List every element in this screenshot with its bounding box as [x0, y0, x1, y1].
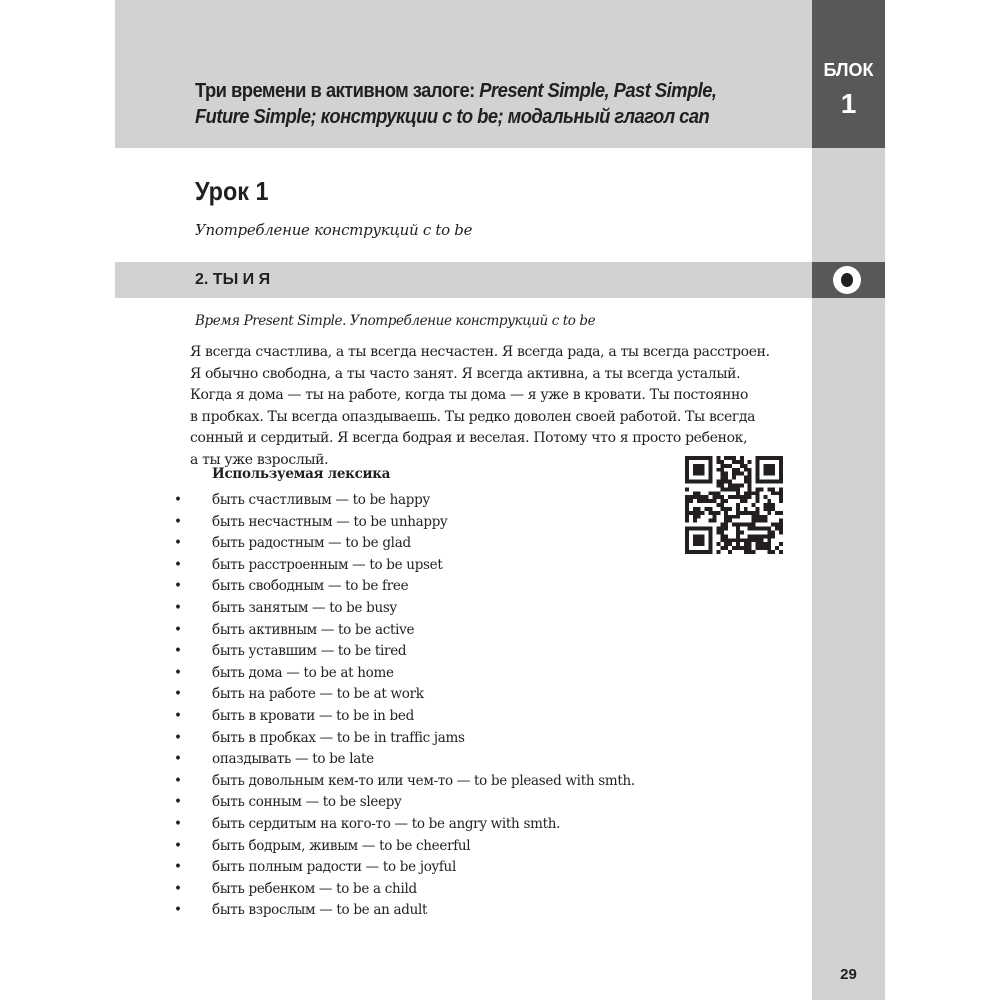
page-number: 29	[840, 966, 857, 983]
lesson-title: Урок 1	[195, 176, 269, 206]
vocab-item: • быть радостным — to be glad	[172, 533, 635, 555]
exercise-text	[190, 342, 790, 471]
block-number: 1	[840, 88, 857, 119]
chapter-title-plain: Три времени в активном залоге:	[195, 80, 480, 102]
chapter-title	[195, 78, 716, 130]
vocab-item: • быть в пробках — to be in traffic jams	[172, 728, 635, 750]
text-line: Я обычно свободна, а ты часто занят. Я всегда активна, а ты всегда усталый.	[190, 365, 741, 382]
vocab-item: • быть уставшим — to be tired	[172, 641, 635, 663]
audio-marker-icon	[833, 266, 861, 294]
text-line: а ты уже взрослый.	[190, 451, 329, 468]
side-strip	[812, 0, 885, 1000]
vocab-item: • быть занятым — to be busy	[172, 598, 635, 620]
vocab-list	[172, 490, 635, 922]
block-label: БЛОК	[823, 60, 874, 80]
lesson-subtitle: Употребление конструкций с to be	[195, 221, 473, 239]
vocab-item: • быть активным — to be active	[172, 620, 635, 642]
vocab-item: • опаздывать — to be late	[172, 749, 635, 771]
vocab-item: • быть ребенком — to be a child	[172, 879, 635, 901]
chapter-title-italic-1: Present Simple, Past Simple,	[479, 80, 717, 102]
vocab-item: • быть сердитым на кого-то — to be angry with smth.	[172, 814, 635, 836]
vocab-item: • быть на работе — to be at work	[172, 684, 635, 706]
block-tab	[812, 0, 885, 148]
vocab-item: • быть дома — to be at home	[172, 663, 635, 685]
text-line: Когда я дома — ты на работе, когда ты дома — я уже в кровати. Ты постоянно	[190, 387, 749, 403]
vocab-heading: Используемая лексика	[212, 466, 391, 482]
vocab-item: • быть несчастным — to be unhappy	[172, 512, 635, 534]
text-line: сонный и сердитый. Я всегда бодрая и веселая. Потому что я просто ребенок,	[190, 430, 748, 446]
chapter-title-italic-2: Future Simple; конструкции с to be; модальный глагол can	[195, 106, 710, 128]
section-marker	[812, 262, 885, 298]
text-line: в пробках. Ты всегда опаздываешь. Ты редко доволен своей работой. Ты всегда	[190, 408, 756, 425]
qr-code[interactable]	[685, 456, 783, 554]
vocab-item: • быть расстроенным — to be upset	[172, 555, 635, 577]
vocab-item: • быть взрослым — to be an adult	[172, 900, 635, 922]
vocab-item: • быть полным радости — to be joyful	[172, 857, 635, 879]
vocab-item: • быть сонным — to be sleepy	[172, 792, 635, 814]
vocab-item: • быть свободным — to be free	[172, 576, 635, 598]
section-bar	[115, 262, 812, 298]
vocab-item: • быть бодрым, живым — to be cheerful	[172, 836, 635, 858]
text-line: Я всегда счастлива, а ты всегда несчастен. Я всегда рада, а ты всегда расстроен.	[190, 344, 770, 360]
vocab-item: • быть довольным кем-то или чем-то — to be pleased with smth.	[172, 771, 635, 793]
exercise-intro: Время Present Simple. Употребление конструкций с to be	[195, 313, 596, 329]
section-title: 2. ТЫ И Я	[195, 271, 271, 288]
vocab-item: • быть в кровати — to be in bed	[172, 706, 635, 728]
vocab-item: • быть счастливым — to be happy	[172, 490, 635, 512]
